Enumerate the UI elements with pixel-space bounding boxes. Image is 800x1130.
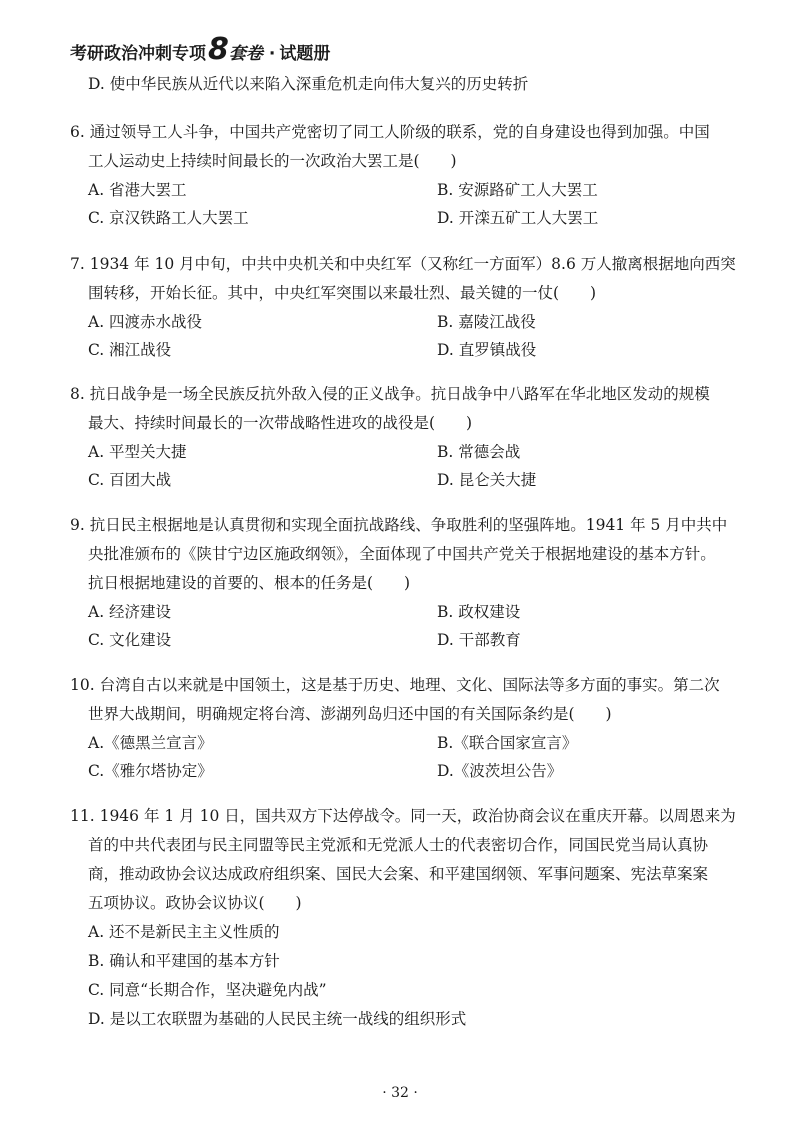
q8-line-2: 最大、持续时间最长的一次带战略性进攻的战役是( ) [88, 414, 473, 432]
q8-option-a: A. 平型关大捷 [88, 443, 187, 461]
q9-option-d: D. 干部教育 [437, 631, 521, 649]
q9-line-1: 9. 抗日民主根据地是认真贯彻和实现全面抗战路线、争取胜利的坚强阵地。1941 年 5 月中共中 [70, 516, 728, 534]
q9-option-c: C. 文化建设 [88, 631, 172, 649]
header-brand: 套卷 [228, 44, 263, 64]
q10-option-a: A.《德黑兰宣言》 [88, 734, 213, 752]
q6-line-1: 6. 通过领导工人斗争，中国共产党密切了同工人阶级的联系，党的自身建设也得到加强。中国 [70, 123, 710, 141]
q7-option-c: C. 湘江战役 [88, 341, 172, 359]
q11-option-a: A. 还不是新民主主义性质的 [88, 923, 280, 941]
q10-line-1: 10. 台湾自古以来就是中国领土，这是基于历史、地理、文化、国际法等多方面的事实。第二次 [70, 676, 720, 694]
q11-option-c: C. 同意“长期合作，坚决避免内战” [88, 981, 327, 999]
q7-option-d: D. 直罗镇战役 [437, 341, 537, 359]
running-header [70, 32, 330, 68]
q11-line-1: 11. 1946 年 1 月 10 日，国共双方下达停战令。同一天，政治协商会议在重庆开幕。以周恩来为 [70, 807, 736, 825]
q6-option-d: D. 开滦五矿工人大罢工 [437, 209, 599, 227]
page-number: · 32 · [382, 1085, 418, 1101]
header-number: 8 [208, 32, 229, 67]
q7-option-b: B. 嘉陵江战役 [437, 313, 536, 331]
q10-option-b: B.《联合国家宣言》 [437, 734, 578, 752]
q7-line-1: 7. 1934 年 10 月中旬，中共中央机关和中央红军（又称红一方面军）8.6 万人撤离根据地向西突 [70, 255, 736, 273]
q6-line-2: 工人运动史上持续时间最长的一次政治大罢工是( ) [88, 152, 457, 170]
q9-option-b: B. 政权建设 [437, 603, 521, 621]
q10-option-d: D.《波茨坦公告》 [437, 762, 563, 780]
q6-option-c: C. 京汉铁路工人大罢工 [88, 209, 249, 227]
q11-line-3: 商，推动政协会议达成政府组织案、国民大会案、和平建国纲领、军事问题案、宪法草案案 [88, 865, 709, 883]
q9-line-2: 央批准颁布的《陕甘宁边区施政纲领》，全面体现了中国共产党关于根据地建设的基本方针。 [88, 545, 716, 563]
header-series: 考研政治冲刺专项 [70, 44, 206, 64]
q8-option-d: D. 昆仑关大捷 [437, 471, 537, 489]
q10-option-c: C.《雅尔塔协定》 [88, 762, 213, 780]
q11-option-b: B. 确认和平建国的基本方针 [88, 952, 280, 970]
q8-option-b: B. 常德会战 [437, 443, 521, 461]
q10-line-2: 世界大战期间，明确规定将台湾、澎湖列岛归还中国的有关国际条约是( ) [88, 705, 612, 723]
q11-option-d: D. 是以工农联盟为基础的人民民主统一战线的组织形式 [88, 1010, 467, 1028]
q6-option-a: A. 省港大罢工 [88, 181, 187, 199]
carry-option: D. 使中华民族从近代以来陷入深重危机走向伟大复兴的历史转折 [88, 75, 529, 93]
header-book: 试题册 [279, 44, 331, 64]
q11-line-2: 首的中共代表团与民主同盟等民主党派和无党派人士的代表密切合作，同国民党当局认真协 [88, 836, 709, 854]
q11-line-4: 五项协议。政协会议协议( ) [88, 894, 302, 912]
q9-line-3: 抗日根据地建设的首要的、根本的任务是( ) [88, 574, 411, 592]
q8-option-c: C. 百团大战 [88, 471, 172, 489]
q7-line-2: 围转移，开始长征。其中，中央红军突围以来最壮烈、最关键的一仗( ) [88, 284, 597, 302]
q6-option-b: B. 安源路矿工人大罢工 [437, 181, 598, 199]
q8-line-1: 8. 抗日战争是一场全民族反抗外敌入侵的正义战争。抗日战争中八路军在华北地区发动的规模 [70, 385, 710, 403]
header-dot: · [268, 44, 276, 64]
q9-option-a: A. 经济建设 [88, 603, 172, 621]
q7-option-a: A. 四渡赤水战役 [88, 313, 203, 331]
